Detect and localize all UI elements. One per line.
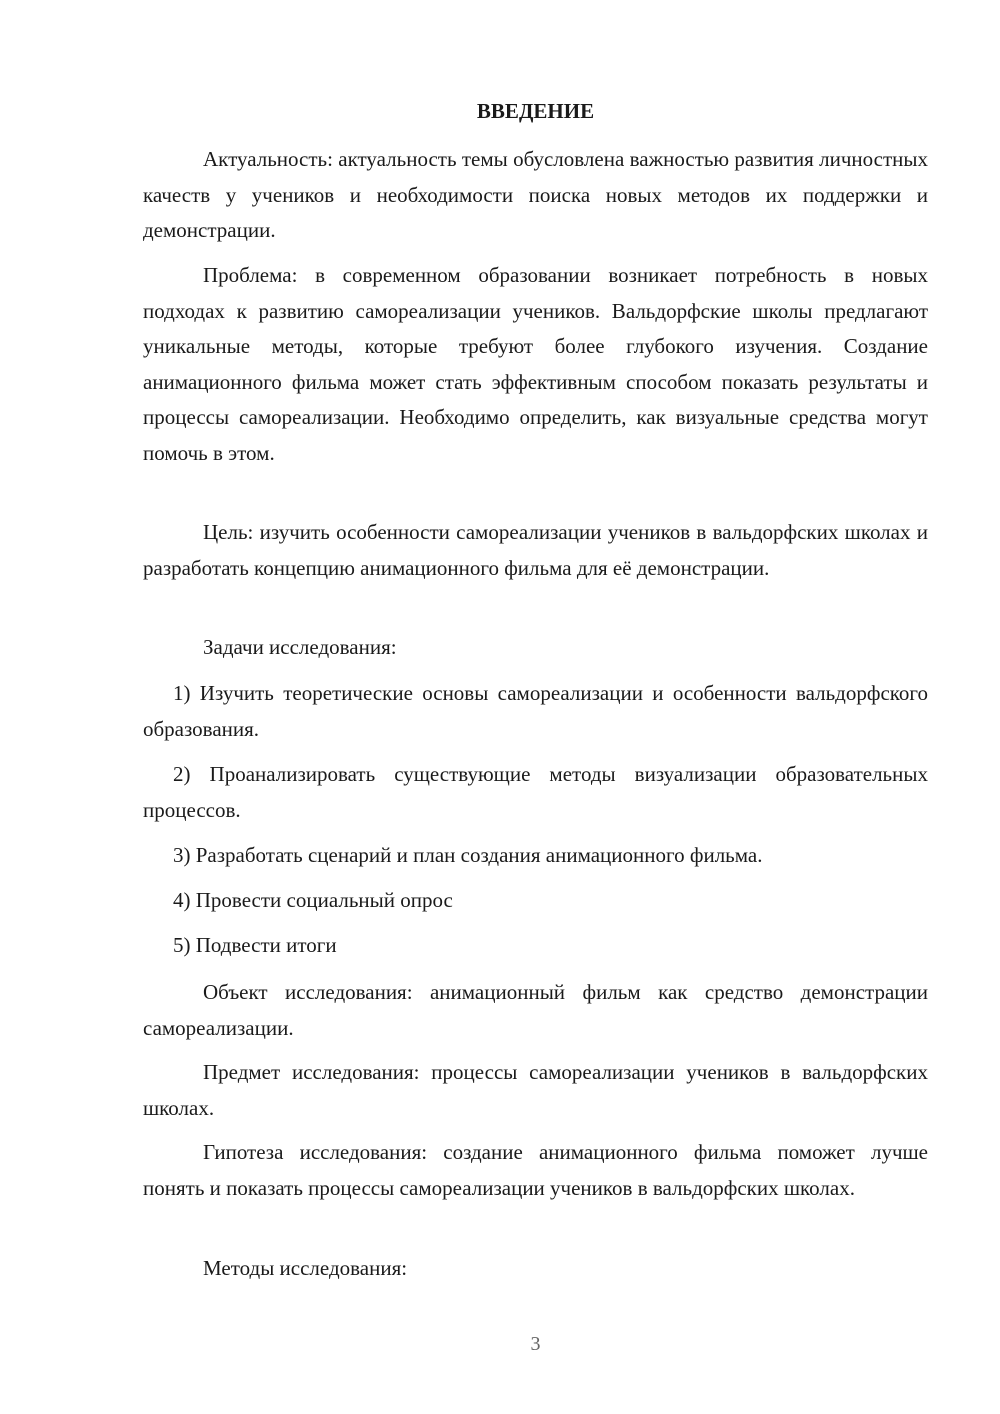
paragraph-subject: Предмет исследования: процессы самореализации учеников в вальдорфских школах. [143,1060,928,1120]
paragraph-hypothesis: Гипотеза исследования: создание анимационного фильма поможет лучше понять и показать процессы самореализации учеников в вальдорфских школах. [143,1140,928,1200]
page-number: 3 [530,1333,541,1355]
paragraph-object: Объект исследования: анимационный фильм как средство демонстрации самореализации. [143,980,928,1040]
tasks-title: Задачи исследования: [203,635,397,659]
paragraph-goal: Цель: изучить особенности самореализации учеников в вальдорфских школах и разработать концепцию анимационного фильма для её демонстрации. [143,520,928,580]
task-item-5: 5) Подвести итоги [173,933,337,957]
paragraph-problem: Проблема: в современном образовании возникает потребность в новых подходах к развитию самореализации учеников. Вальдорфские школы предлагают уникальные методы, которые требуют более глубокого изучения. Создание анимационного фильма может стать эффективным способом показать результаты и процессы самореализации. Необходимо определить, как визуальные средства могут помочь в этом. [143,263,928,465]
task-item-2: 2) Проанализировать существующие методы визуализации образовательных процессов. [143,762,928,822]
task-item-4: 4) Провести социальный опрос [173,888,453,912]
task-item-3: 3) Разработать сценарий и план создания анимационного фильма. [173,843,763,867]
methods-title: Методы исследования: [203,1256,408,1280]
section-heading: ВВЕДЕНИЕ [476,99,595,123]
task-item-1: 1) Изучить теоретические основы самореализации и особенности вальдорфского образования. [143,681,928,741]
paragraph-relevance: Актуальность: актуальность темы обусловлена важностью развития личностных качеств у учеников и необходимости поиска новых методов их поддержки и демонстрации. [143,147,928,242]
document-page [143,0,928,1414]
